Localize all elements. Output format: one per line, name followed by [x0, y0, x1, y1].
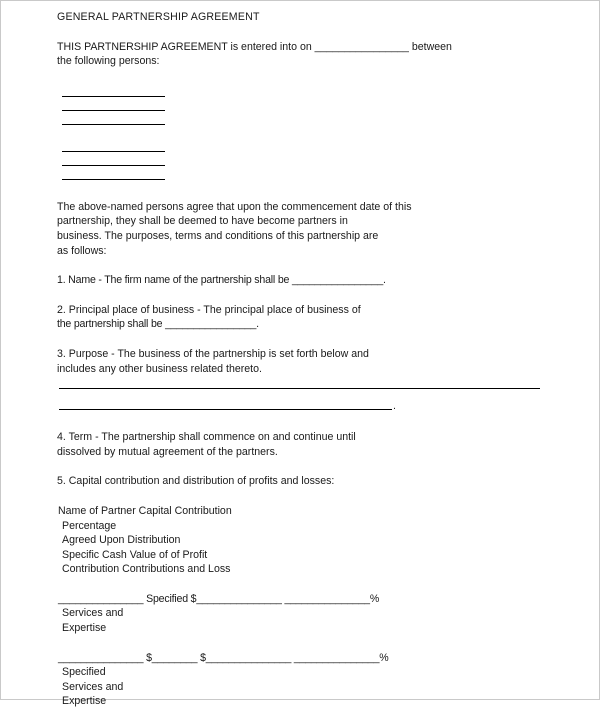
capital-entry-1-sub-2: Expertise — [62, 622, 107, 635]
capital-header-line-1: Name of Partner Capital Contribution — [58, 504, 232, 517]
spacer — [57, 25, 559, 40]
clause-4-line-2: dissolved by mutual agreement of the partners. — [57, 445, 278, 458]
clause-2-principal-place: 2. Principal place of business - The principal place of business of — [57, 303, 361, 316]
clause-1-name: 1. Name - The firm name of the partnership shall be ________________. — [57, 274, 386, 287]
intro-line-2: the following persons: — [57, 55, 160, 68]
clause-4-term: 4. Term - The partnership shall commence on and continue until — [57, 431, 356, 444]
clause-3-purpose: 3. Purpose - The business of the partnership is set forth below and — [57, 347, 369, 360]
capital-table-header — [57, 504, 559, 577]
spacer — [57, 459, 559, 474]
purpose-rule-line-2[interactable] — [59, 409, 392, 410]
capital-entry-row-2 — [57, 651, 559, 709]
purpose-rule-trailing-mark: . — [393, 400, 396, 413]
clause-3-line-2: includes any other business related thereto. — [57, 362, 262, 375]
party-blank-group-2 — [57, 151, 559, 180]
spacer — [57, 258, 559, 273]
party-blank-line[interactable] — [62, 110, 165, 111]
purpose-fill-rules — [57, 388, 559, 413]
document-title: GENERAL PARTNERSHIP AGREEMENT — [57, 11, 260, 23]
spacer — [57, 180, 559, 200]
spacer — [57, 332, 559, 347]
spacer — [57, 489, 559, 504]
capital-header-line-2: Percentage — [62, 519, 117, 532]
preamble-line-2: partnership, they shall be deemed to have become partners in — [57, 215, 348, 228]
spacer — [57, 69, 559, 83]
spacer — [57, 288, 559, 303]
capital-header-line-3: Agreed Upon Distribution — [62, 534, 181, 547]
preamble-line-3: business. The purposes, terms and conditions of this partnership are — [57, 229, 379, 242]
party-blank-group-1 — [57, 96, 559, 125]
preamble-line-1: The above-named persons agree that upon the commencement date of this — [57, 200, 412, 213]
spacer — [57, 636, 559, 651]
spacer — [57, 577, 559, 592]
capital-entry-2-sub-2: Services and — [62, 680, 124, 693]
purpose-rule-line-1[interactable] — [59, 388, 540, 389]
purpose-rule-row-2 — [59, 400, 559, 413]
preamble-line-4: as follows: — [57, 244, 107, 257]
document-body — [1, 10, 599, 709]
spacer — [57, 410, 559, 430]
capital-header-line-5: Contribution Contributions and Loss — [62, 563, 231, 576]
intro-line-1: THIS PARTNERSHIP AGREEMENT is entered into on ________________ between — [57, 40, 452, 53]
clause-2-line-2: the partnership shall be ________________. — [57, 318, 259, 331]
capital-entry-1-fill[interactable]: _______________ Specified $_______________ _______________% — [58, 592, 380, 605]
party-blank-line[interactable] — [62, 96, 165, 97]
capital-entry-2-sub-3: Expertise — [62, 695, 107, 708]
spacer — [57, 125, 559, 138]
party-blank-line[interactable] — [62, 165, 165, 166]
party-blank-line[interactable] — [62, 151, 165, 152]
capital-header-line-4: Specific Cash Value of of Profit — [62, 548, 208, 561]
clause-5-capital-contribution: 5. Capital contribution and distribution of profits and losses: — [57, 475, 335, 488]
capital-entry-1-sub-1: Services and — [62, 607, 124, 620]
capital-entry-2-sub-1: Specified — [62, 666, 106, 679]
capital-entry-2-fill[interactable]: _______________ $________ $_______________ _______________% — [58, 651, 389, 664]
capital-entry-row-1 — [57, 592, 559, 636]
